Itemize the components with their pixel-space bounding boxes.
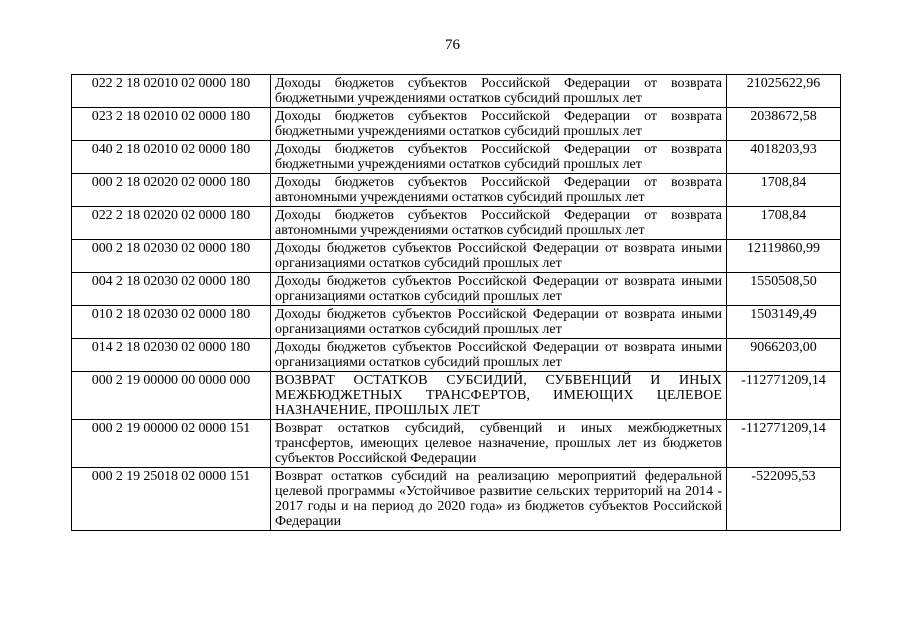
amount-cell: 9066203,00: [727, 339, 841, 372]
amount-cell: 4018203,93: [727, 141, 841, 174]
budget-code-cell: 022 2 18 02010 02 0000 180: [72, 75, 271, 108]
table-row: [72, 372, 841, 420]
budget-code-cell: 010 2 18 02030 02 0000 180: [72, 306, 271, 339]
description-cell: Возврат остатков субсидий на реализацию мероприятий федеральной целевой программы «Устойчивое развитие сельских территорий на 2014 - 2017 годы и на период до 2020 года» из бюджетов субъектов Российской Федерации: [271, 468, 727, 531]
budget-code-cell: 004 2 18 02030 02 0000 180: [72, 273, 271, 306]
budget-code-cell: 000 2 19 00000 02 0000 151: [72, 420, 271, 468]
table-row: [72, 141, 841, 174]
description-cell: Доходы бюджетов субъектов Российской Федерации от возврата автономными учреждениями остатков субсидий прошлых лет: [271, 174, 727, 207]
table-row: [72, 468, 841, 531]
amount-cell: -522095,53: [727, 468, 841, 531]
amount-cell: 1708,84: [727, 207, 841, 240]
description-cell: Доходы бюджетов субъектов Российской Федерации от возврата автономными учреждениями остатков субсидий прошлых лет: [271, 207, 727, 240]
table-row: [72, 339, 841, 372]
table-row: [72, 273, 841, 306]
table-row: [72, 75, 841, 108]
description-cell: Доходы бюджетов субъектов Российской Федерации от возврата бюджетными учреждениями остатков субсидий прошлых лет: [271, 75, 727, 108]
description-cell: Доходы бюджетов субъектов Российской Федерации от возврата иными организациями остатков субсидий прошлых лет: [271, 273, 727, 306]
description-cell: ВОЗВРАТ ОСТАТКОВ СУБСИДИЙ, СУБВЕНЦИЙ И ИНЫХ МЕЖБЮДЖЕТНЫХ ТРАНСФЕРТОВ, ИМЕЮЩИХ ЦЕЛЕВОЕ НАЗНАЧЕНИЕ, ПРОШЛЫХ ЛЕТ: [271, 372, 727, 420]
amount-cell: -112771209,14: [727, 420, 841, 468]
amount-cell: 21025622,96: [727, 75, 841, 108]
budget-code-cell: 014 2 18 02030 02 0000 180: [72, 339, 271, 372]
budget-code-cell: 023 2 18 02010 02 0000 180: [72, 108, 271, 141]
amount-cell: 12119860,99: [727, 240, 841, 273]
budget-code-cell: 040 2 18 02010 02 0000 180: [72, 141, 271, 174]
table-row: [72, 174, 841, 207]
budget-code-cell: 022 2 18 02020 02 0000 180: [72, 207, 271, 240]
description-cell: Доходы бюджетов субъектов Российской Федерации от возврата иными организациями остатков субсидий прошлых лет: [271, 306, 727, 339]
budget-code-cell: 000 2 19 00000 00 0000 000: [72, 372, 271, 420]
table-row: [72, 108, 841, 141]
amount-cell: 2038672,58: [727, 108, 841, 141]
table-row: [72, 420, 841, 468]
amount-cell: 1708,84: [727, 174, 841, 207]
budget-code-cell: 000 2 18 02030 02 0000 180: [72, 240, 271, 273]
revenue-table: [71, 74, 841, 531]
amount-cell: -112771209,14: [727, 372, 841, 420]
description-cell: Доходы бюджетов субъектов Российской Федерации от возврата бюджетными учреждениями остатков субсидий прошлых лет: [271, 141, 727, 174]
budget-code-cell: 000 2 18 02020 02 0000 180: [72, 174, 271, 207]
table-row: [72, 306, 841, 339]
description-cell: Доходы бюджетов субъектов Российской Федерации от возврата иными организациями остатков субсидий прошлых лет: [271, 339, 727, 372]
page-number: 76: [445, 37, 460, 53]
amount-cell: 1550508,50: [727, 273, 841, 306]
amount-cell: 1503149,49: [727, 306, 841, 339]
table-row: [72, 240, 841, 273]
description-cell: Возврат остатков субсидий, субвенций и иных межбюджетных трансфертов, имеющих целевое назначение, прошлых лет из бюджетов субъектов Российской Федерации: [271, 420, 727, 468]
table-row: [72, 207, 841, 240]
description-cell: Доходы бюджетов субъектов Российской Федерации от возврата иными организациями остатков субсидий прошлых лет: [271, 240, 727, 273]
description-cell: Доходы бюджетов субъектов Российской Федерации от возврата бюджетными учреждениями остатков субсидий прошлых лет: [271, 108, 727, 141]
budget-code-cell: 000 2 19 25018 02 0000 151: [72, 468, 271, 531]
